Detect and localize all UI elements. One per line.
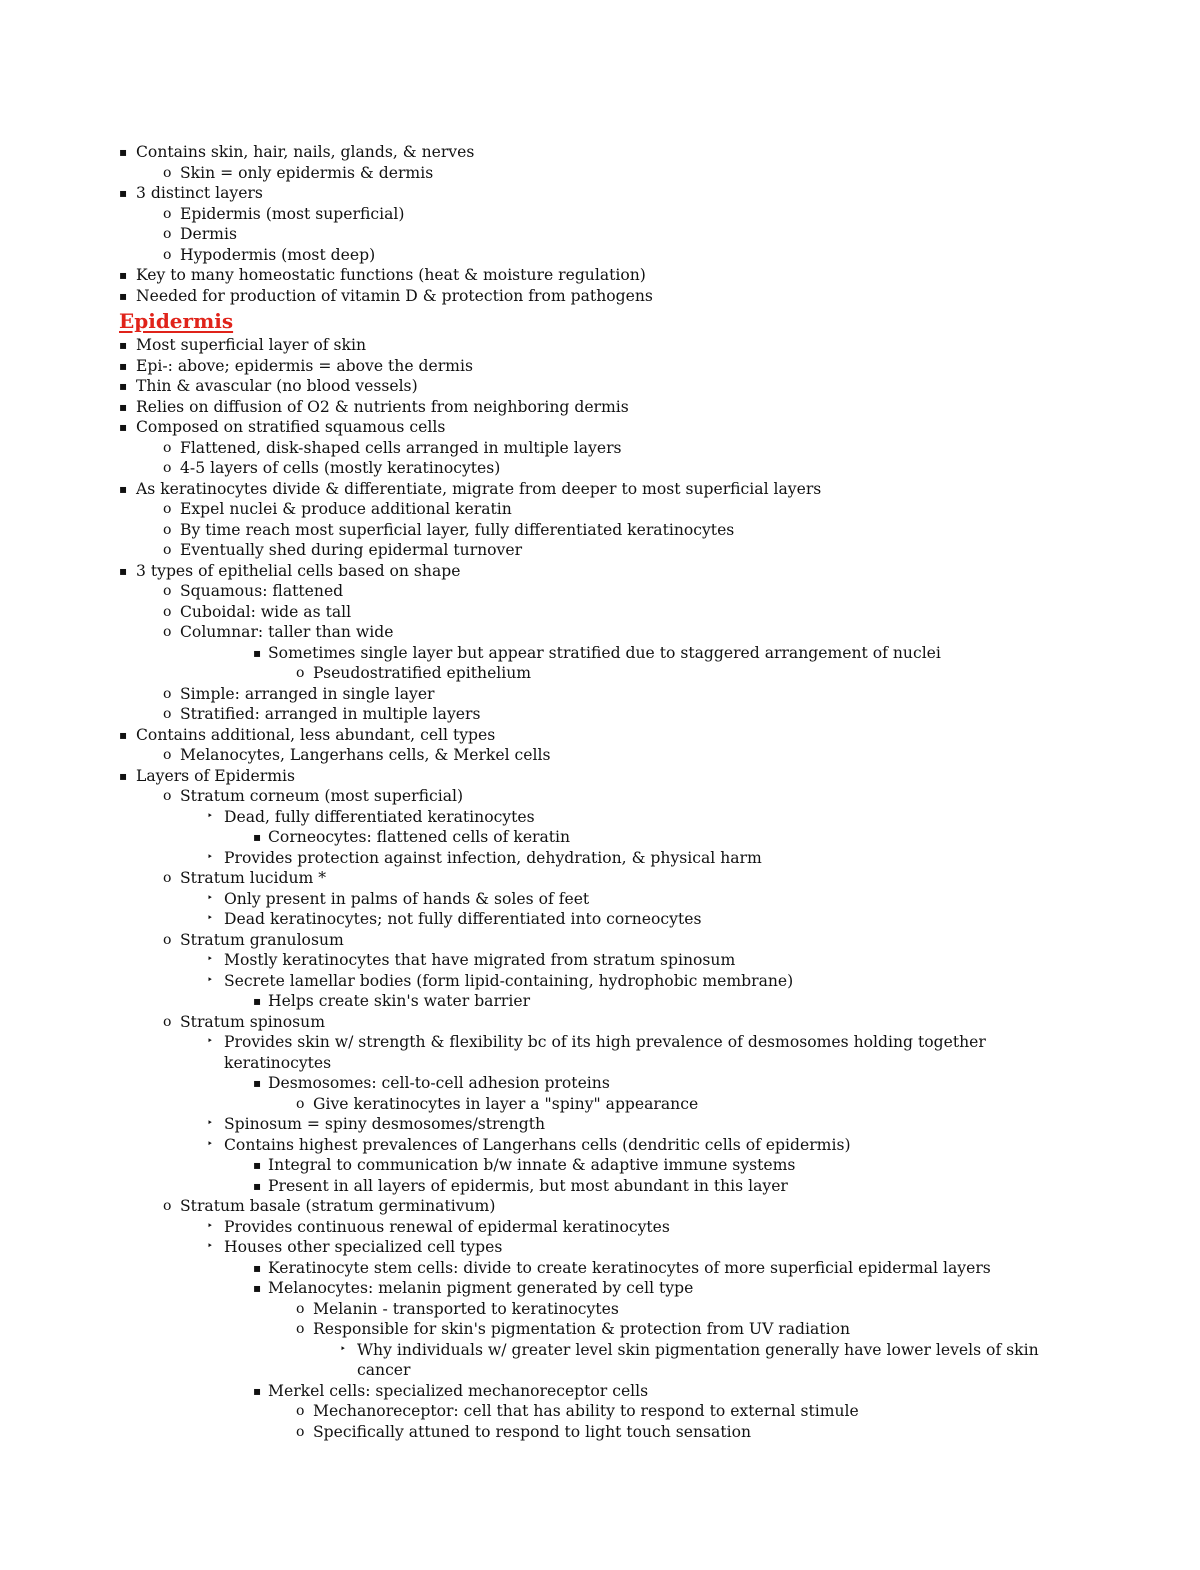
bullet-icon: o: [163, 788, 172, 804]
bullet-icon: ▪: [119, 358, 128, 373]
bullet-icon: o: [163, 931, 172, 948]
bullet-icon: o: [296, 665, 305, 681]
bullet-icon: ▪: [119, 768, 128, 783]
intro-list: [0, 142, 1200, 306]
bullet-icon: ▪: [253, 645, 262, 660]
bullet-icon: ‣: [207, 974, 213, 986]
list-item: [0, 684, 1060, 705]
list-item: [0, 397, 1060, 418]
list-item: [0, 1135, 1060, 1156]
item-text: Stratum corneum (most superficial): [180, 787, 464, 805]
bullet-icon: ▪: [253, 994, 262, 1008]
item-text: Spinosum = spiny desmosomes/strength: [224, 1115, 546, 1133]
bullet-icon: ▪: [253, 1158, 262, 1172]
item-text: Merkel cells: specialized mechanoreceptor cells: [268, 1381, 649, 1400]
item-text: Responsible for skin's pigmentation & protection from UV radiation: [313, 1320, 850, 1338]
bullet-icon: ▪: [119, 481, 128, 496]
item-text: Integral to communication b/w innate & adaptive immune systems: [268, 1156, 796, 1174]
item-text: Secrete lamellar bodies (form lipid-containing, hydrophobic membrane): [224, 971, 794, 990]
list-item: [0, 458, 1060, 479]
bullet-icon: ‣: [207, 1241, 213, 1252]
list-item: [0, 1196, 1060, 1217]
bullet-icon: o: [296, 1423, 305, 1440]
item-text: Melanocytes: melanin pigment generated by cell type: [268, 1279, 694, 1297]
list-item: [0, 479, 1060, 500]
item-text: Stratum lucidum *: [180, 869, 327, 887]
list-item: [0, 1422, 1060, 1443]
list-item: [0, 602, 1060, 623]
item-text: Provides skin w/ strength & flexibility bc of its high prevalence of desmosomes holding together keratinocytes: [224, 1033, 986, 1072]
bullet-icon: ▪: [119, 420, 128, 434]
list-item: [0, 909, 1060, 930]
list-item: [0, 827, 1060, 848]
bullet-icon: o: [163, 460, 172, 476]
item-text: Stratified: arranged in multiple layers: [180, 705, 481, 723]
bullet-icon: ‣: [207, 892, 213, 904]
bullet-icon: o: [163, 624, 172, 640]
item-text: Contains additional, less abundant, cell types: [136, 725, 496, 744]
bullet-icon: o: [163, 164, 172, 181]
bullet-icon: ‣: [340, 1343, 346, 1355]
item-text: 3 types of epithelial cells based on shape: [136, 561, 461, 580]
bullet-icon: o: [163, 205, 172, 222]
section-heading: [0, 309, 1200, 335]
item-text: Simple: arranged in single layer: [180, 684, 435, 703]
list-item: [0, 1012, 1060, 1033]
bullet-icon: ‣: [207, 1036, 213, 1047]
item-text: Dermis: [180, 225, 237, 243]
list-item: [0, 540, 1060, 561]
item-text: As keratinocytes divide & differentiate, migrate from deeper to most superficial layers: [136, 479, 822, 498]
item-text: Specifically attuned to respond to light touch sensation: [313, 1422, 752, 1441]
bullet-icon: ▪: [119, 727, 128, 742]
item-text: Give keratinocytes in layer a "spiny" appearance: [313, 1094, 699, 1113]
item-text: Present in all layers of epidermis, but most abundant in this layer: [268, 1176, 788, 1195]
bullet-icon: o: [296, 1403, 305, 1419]
list-item: [0, 142, 1060, 163]
item-text: Houses other specialized cell types: [224, 1238, 503, 1256]
list-item: [0, 745, 1060, 766]
list-item: [0, 335, 1060, 356]
bullet-icon: ▪: [119, 399, 128, 414]
list-item: [0, 1401, 1060, 1422]
list-item: [0, 622, 1060, 643]
bullet-icon: o: [163, 542, 172, 558]
bullet-icon: ▪: [253, 1178, 262, 1193]
item-text: Sometimes single layer but appear stratified due to staggered arrangement of nuclei: [268, 643, 941, 662]
bullet-icon: o: [163, 685, 172, 702]
item-text: Provides protection against infection, dehydration, & physical harm: [224, 848, 762, 867]
item-text: Stratum basale (stratum germinativum): [180, 1197, 496, 1215]
item-text: Stratum granulosum: [180, 930, 344, 949]
bullet-icon: ▪: [119, 268, 128, 282]
item-text: Epi-: above; epidermis = above the dermis: [136, 356, 473, 375]
item-text: Epidermis (most superficial): [180, 204, 405, 223]
list-item: [0, 183, 1060, 204]
bullet-icon: o: [163, 521, 172, 538]
bullet-icon: ‣: [207, 810, 213, 822]
list-item: [0, 766, 1060, 787]
item-text: Helps create skin's water barrier: [268, 992, 531, 1010]
list-item: [0, 848, 1060, 869]
list-item: [0, 224, 1060, 245]
item-text: Why individuals w/ greater level skin pigmentation generally have lower levels of skin cancer: [357, 1340, 1039, 1379]
item-text: Expel nuclei & produce additional keratin: [180, 500, 512, 518]
list-item: [0, 930, 1060, 951]
bullet-icon: ‣: [207, 913, 213, 924]
item-text: Mostly keratinocytes that have migrated from stratum spinosum: [224, 951, 736, 969]
item-text: Dead, fully differentiated keratinocytes: [224, 807, 535, 826]
item-text: Contains skin, hair, nails, glands, & nerves: [136, 143, 475, 161]
bullet-icon: ▪: [119, 338, 128, 352]
item-text: Eventually shed during epidermal turnover: [180, 541, 523, 559]
item-text: Flattened, disk-shaped cells arranged in multiple layers: [180, 438, 622, 457]
bullet-icon: ▪: [119, 563, 128, 578]
bullet-icon: o: [163, 1198, 172, 1214]
list-item: [0, 520, 1060, 541]
item-text: Squamous: flattened: [180, 582, 344, 600]
item-text: Columnar: taller than wide: [180, 623, 394, 641]
list-item: [0, 1176, 1060, 1197]
item-text: Skin = only epidermis & dermis: [180, 163, 434, 182]
list-item: [0, 1299, 1060, 1320]
notes-page: [0, 142, 1200, 1442]
list-item: [0, 438, 1060, 459]
item-text: Pseudostratified epithelium: [313, 664, 532, 682]
bullet-icon: o: [163, 603, 172, 620]
bullet-icon: ‣: [207, 1118, 213, 1129]
list-item: [0, 561, 1060, 582]
list-item: [0, 1237, 1060, 1258]
bullet-icon: ▪: [253, 1076, 262, 1090]
list-item: [0, 499, 1060, 520]
bullet-icon: o: [163, 439, 172, 456]
list-item: [0, 1094, 1060, 1115]
list-item: [0, 991, 1060, 1012]
item-text: Melanin - transported to keratinocytes: [313, 1299, 619, 1318]
item-text: Layers of Epidermis: [136, 766, 296, 785]
item-text: Relies on diffusion of O2 & nutrients from neighboring dermis: [136, 397, 629, 416]
list-item: [0, 265, 1060, 286]
bullet-icon: o: [296, 1300, 305, 1317]
bullet-icon: ‣: [207, 1220, 213, 1232]
list-item: [0, 163, 1060, 184]
item-text: Thin & avascular (no blood vessels): [136, 377, 418, 395]
item-text: Composed on stratified squamous cells: [136, 418, 446, 436]
list-item: [0, 417, 1060, 438]
item-text: 3 distinct layers: [136, 184, 263, 202]
list-item: [0, 356, 1060, 377]
bullet-icon: o: [163, 501, 172, 517]
bullet-icon: ▪: [253, 1260, 262, 1275]
bullet-icon: ‣: [207, 1138, 213, 1150]
bullet-icon: o: [163, 583, 172, 599]
bullet-icon: ‣: [207, 851, 213, 863]
list-item: [0, 1155, 1060, 1176]
item-text: Cuboidal: wide as tall: [180, 602, 352, 621]
list-item: [0, 286, 1060, 307]
item-text: Only present in palms of hands & soles of feet: [224, 889, 590, 908]
bullet-icon: ‣: [207, 954, 213, 965]
item-text: Desmosomes: cell-to-cell adhesion proteins: [268, 1074, 610, 1092]
item-text: Provides continuous renewal of epidermal keratinocytes: [224, 1217, 670, 1236]
list-item: [0, 1217, 1060, 1238]
list-item: [0, 786, 1060, 807]
heading-epidermis: Epidermis: [119, 309, 234, 333]
list-item: [0, 1340, 1060, 1381]
list-item: [0, 1073, 1060, 1094]
item-text: Dead keratinocytes; not fully differentiated into corneocytes: [224, 910, 702, 928]
list-item: [0, 1381, 1060, 1402]
list-item: [0, 704, 1060, 725]
bullet-icon: o: [163, 226, 172, 242]
item-text: Mechanoreceptor: cell that has ability to respond to external stimule: [313, 1402, 859, 1420]
bullet-icon: o: [163, 1013, 172, 1030]
list-item: [0, 1278, 1060, 1299]
item-text: Melanocytes, Langerhans cells, & Merkel cells: [180, 746, 551, 764]
list-item: [0, 807, 1060, 828]
list-item: [0, 376, 1060, 397]
bullet-icon: ▪: [253, 1281, 262, 1295]
item-text: Needed for production of vitamin D & protection from pathogens: [136, 286, 653, 305]
bullet-icon: o: [163, 706, 172, 722]
bullet-icon: o: [163, 747, 172, 763]
list-item: [0, 581, 1060, 602]
bullet-icon: o: [296, 1095, 305, 1112]
bullet-icon: ▪: [119, 288, 128, 303]
epidermis-notes-list: [0, 335, 1200, 1442]
list-item: [0, 889, 1060, 910]
bullet-icon: ▪: [119, 379, 128, 393]
item-text: Contains highest prevalences of Langerhans cells (dendritic cells of epidermis): [224, 1135, 851, 1154]
list-item: [0, 725, 1060, 746]
bullet-icon: ▪: [253, 830, 262, 844]
list-item: [0, 1032, 1060, 1073]
list-item: [0, 643, 1060, 664]
bullet-icon: o: [296, 1321, 305, 1337]
list-item: [0, 1114, 1060, 1135]
item-text: Hypodermis (most deep): [180, 245, 376, 264]
item-text: Most superficial layer of skin: [136, 336, 366, 354]
list-item: [0, 1319, 1060, 1340]
list-item: [0, 950, 1060, 971]
bullet-icon: ▪: [253, 1383, 262, 1398]
bullet-icon: o: [163, 246, 172, 263]
item-text: Keratinocyte stem cells: divide to create keratinocytes of more superficial epidermal layers: [268, 1258, 991, 1277]
list-item: [0, 245, 1060, 266]
list-item: [0, 204, 1060, 225]
list-item: [0, 663, 1060, 684]
item-text: Corneocytes: flattened cells of keratin: [268, 828, 571, 846]
bullet-icon: ▪: [119, 186, 128, 200]
list-item: [0, 1258, 1060, 1279]
bullet-icon: ▪: [119, 145, 128, 159]
item-text: Stratum spinosum: [180, 1012, 325, 1031]
item-text: Key to many homeostatic functions (heat & moisture regulation): [136, 266, 646, 284]
list-item: [0, 971, 1060, 992]
list-item: [0, 868, 1060, 889]
item-text: By time reach most superficial layer, fully differentiated keratinocytes: [180, 520, 735, 539]
bullet-icon: o: [163, 870, 172, 886]
item-text: 4-5 layers of cells (mostly keratinocytes): [180, 459, 501, 477]
